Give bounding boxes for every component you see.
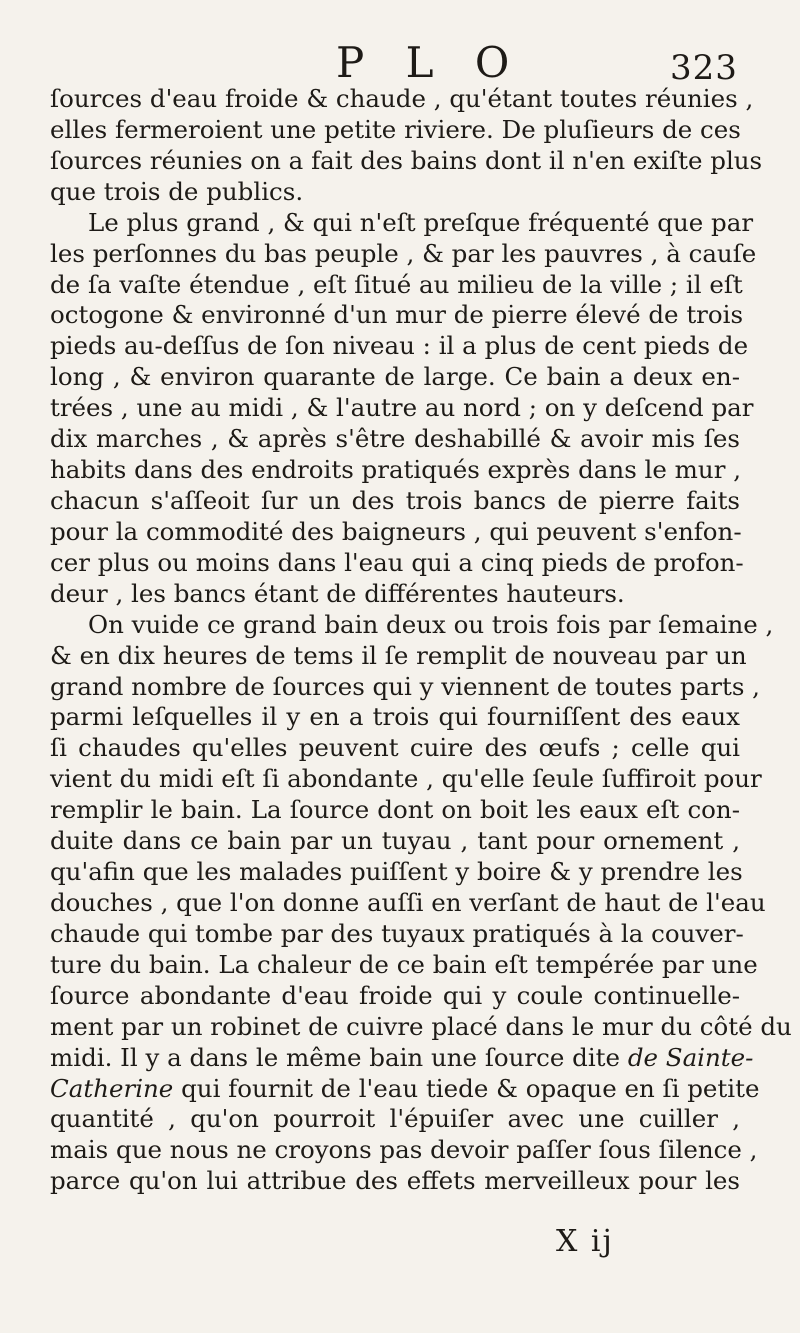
text-line: quantité , qu'on pourroit l'épuiſer avec une cuiller , bbox=[50, 1104, 740, 1134]
text-line: chacun s'aſſeoit ſur un des trois bancs de pierre faits bbox=[50, 485, 740, 515]
text-line: ſources d'eau froide & chaude , qu'étant toutes réunies , bbox=[50, 84, 754, 113]
text-line: douches , que l'on donne auſſi en verſant de haut de l'eau bbox=[50, 887, 766, 917]
text-line: long , & environ quarante de large. Ce bain a deux en- bbox=[50, 362, 740, 392]
text-line: grand nombre de ſources qui y viennent de toutes parts , bbox=[50, 671, 760, 701]
text-segment: qui fournit de l'eau tiede & opaque en ſi petite bbox=[173, 1073, 760, 1103]
italic-name: de Sainte- bbox=[627, 1042, 754, 1072]
text-line: dix marches , & après s'être deshabillé & avoir mis ſes bbox=[50, 424, 740, 454]
text-line: ture du bain. La chaleur de ce bain eſt tempérée par une bbox=[50, 949, 758, 979]
text-line bbox=[50, 1042, 754, 1074]
text-line: elles fermeroient une petite riviere. De pluſieurs de ces bbox=[50, 114, 741, 144]
text-line: On vuide ce grand bain deux ou trois fois par ſemaine , bbox=[88, 609, 774, 639]
text-line: chaude qui tombe par des tuyaux pratiqués à la couver- bbox=[50, 918, 744, 948]
text-line: deur , les bancs étant de différentes hauteurs. bbox=[50, 578, 625, 608]
text-line: pieds au-deſſus de ſon niveau : il a plus de cent pieds de bbox=[50, 331, 749, 361]
text-line: parmi leſquelles il y en a trois qui fourniſſent des eaux bbox=[50, 702, 740, 732]
text-line: ment par un robinet de cuivre placé dans le mur du côté du bbox=[50, 1011, 792, 1041]
text-line: mais que nous ne croyons pas devoir paſſer ſous ſilence , bbox=[50, 1135, 758, 1165]
text-line: ſource abondante d'eau froide qui y coule continuelle- bbox=[50, 980, 740, 1010]
italic-name: Catherine bbox=[50, 1073, 174, 1103]
text-line: les perſonnes du bas peuple , & par les pauvres , à cauſe bbox=[50, 238, 757, 268]
text-line: remplir le bain. La ſource dont on boit les eaux eſt con- bbox=[50, 795, 740, 825]
text-line: ſi chaudes qu'elles peuvent cuire des œufs ; celle qui bbox=[50, 733, 740, 763]
text-line: cer plus ou moins dans l'eau qui a cinq pieds de profon- bbox=[50, 547, 744, 577]
text-line: habits dans des endroits pratiqués exprès dans le mur , bbox=[50, 455, 741, 485]
text-line: ſources réunies on a fait des bains dont il n'en exiſte plus bbox=[50, 145, 763, 175]
text-line: trées , une au midi , & l'autre au nord ; on y deſcend par bbox=[50, 393, 754, 423]
text-line: pour la commodité des baigneurs , qui peuvent s'enfon- bbox=[50, 516, 742, 546]
text-line: parce qu'on lui attribue des effets merveilleux pour les bbox=[50, 1166, 740, 1196]
text-line: que trois de publics. bbox=[50, 176, 304, 206]
text-segment: midi. Il y a dans le même bain une ſource dite bbox=[50, 1042, 621, 1072]
text-line: vient du midi eſt ſi abondante , qu'elle ſeule ſuffiroit pour bbox=[50, 764, 762, 794]
body-text bbox=[50, 84, 792, 1197]
text-line: octogone & environné d'un mur de pierre élevé de trois bbox=[50, 300, 744, 330]
text-line: duite dans ce bain par un tuyau , tant pour ornement , bbox=[50, 826, 740, 856]
text-line: de ſa vaſte étendue , eſt ſitué au milieu de la ville ; il eſt bbox=[50, 269, 743, 299]
text-line bbox=[50, 1073, 760, 1105]
page-number: 323 bbox=[670, 48, 738, 88]
text-line: Le plus grand , & qui n'eſt preſque fréquenté que par bbox=[88, 207, 754, 237]
signature-mark: X ij bbox=[556, 1224, 614, 1259]
running-title: P L O bbox=[336, 38, 524, 87]
running-head bbox=[0, 38, 800, 88]
text-line: qu'afin que les malades puiſſent y boire & y prendre les bbox=[50, 857, 743, 887]
text-line: & en dix heures de tems il ſe remplit de nouveau par un bbox=[50, 640, 747, 670]
